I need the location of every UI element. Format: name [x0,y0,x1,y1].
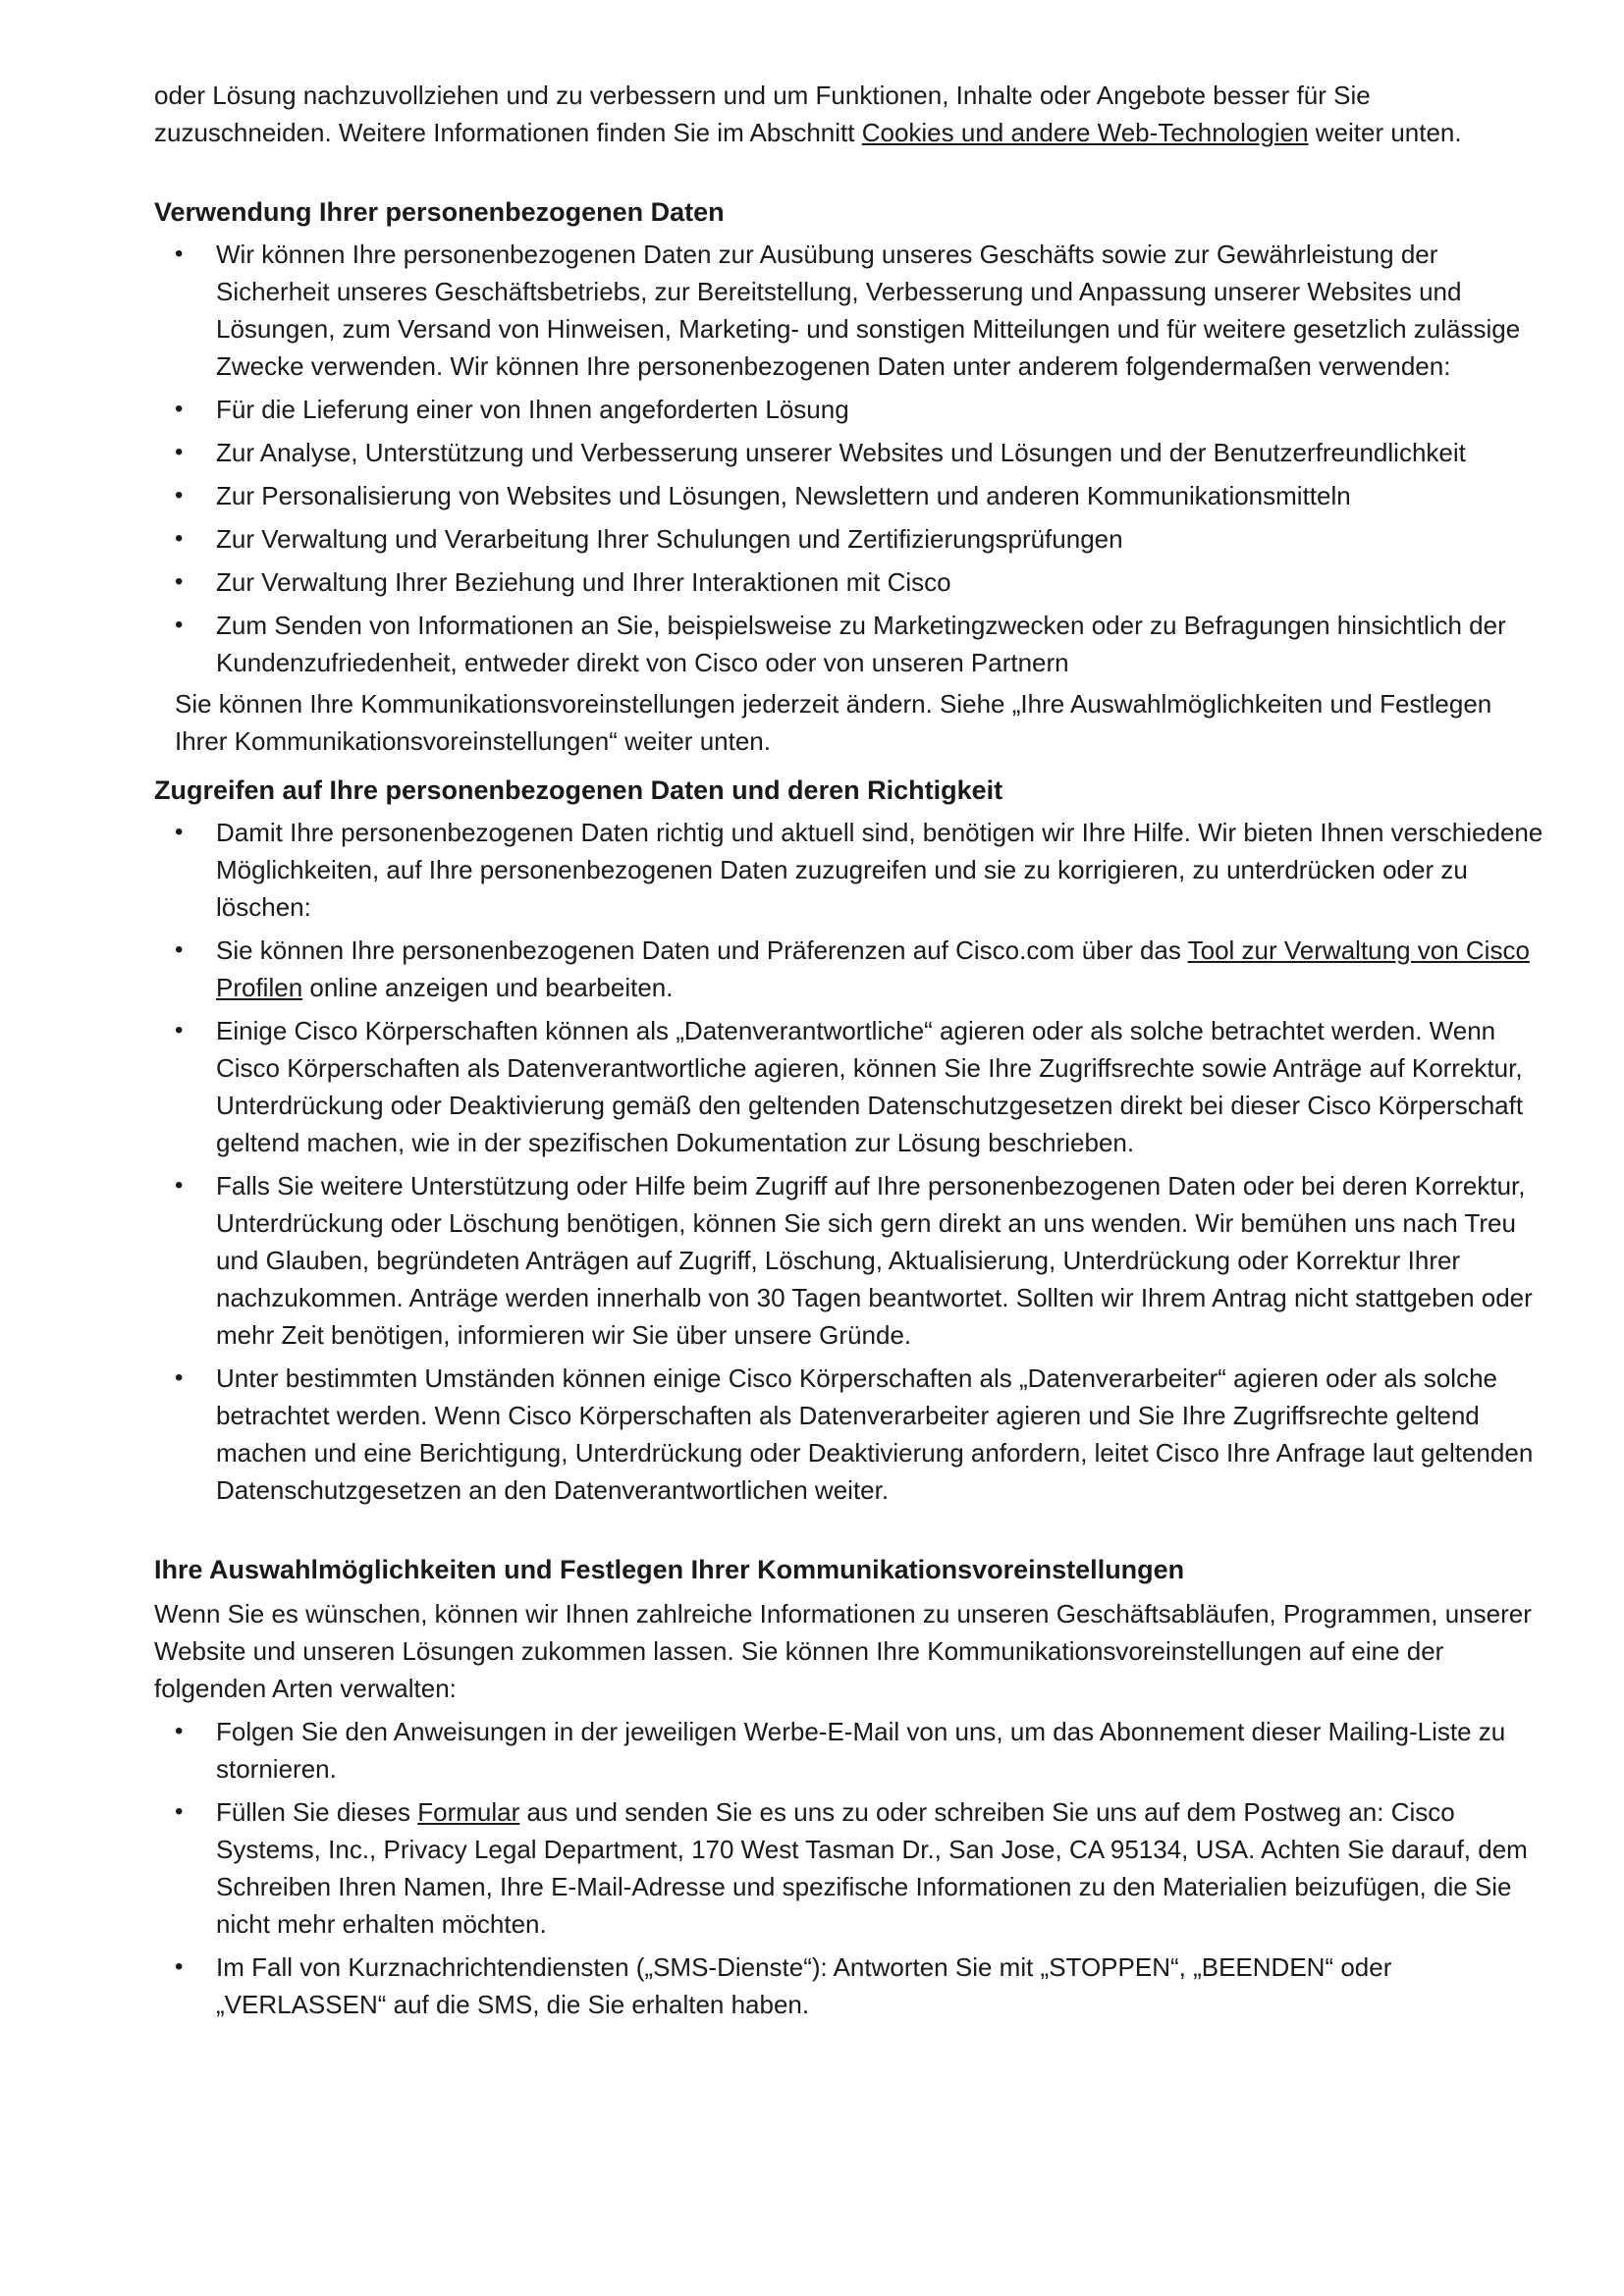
list-item-text [216,935,1530,1002]
bullet-icon: • [175,1364,184,1391]
bullet-icon: • [175,1017,184,1043]
list-item [154,1360,1545,1509]
bullet-icon: • [175,612,184,638]
intro-text-before-link: oder Lösung nachzuvollziehen und zu verbessern und um Funktionen, Inhalte oder Angebote besser für Sie zuzuschneiden. Weitere Informationen finden Sie im Abschnitt [154,80,1371,147]
list-item-text: Falls Sie weitere Unterstützung oder Hilfe beim Zugriff auf Ihre personenbezogenen Daten oder bei deren Korrektur, Unterdrückung oder Löschung benötigen, können Sie sich gern direkt an uns wenden. Wir bemühen uns nach Treu und Glauben, begründeten Anträgen auf Zugriff, Löschung, Aktualisierung, Unterdrückung oder Korrektur Ihrer nachzukommen. Anträge werden innerhalb von 30 Tagen beantwortet. Sollten wir Ihrem Antrag nicht stattgeben oder mehr Zeit benötigen, informieren wir Sie über unsere Gründe. [216,1171,1533,1350]
list-item [154,1793,1545,1943]
choices-paragraph: Wenn Sie es wünschen, können wir Ihnen zahlreiche Informationen zu unseren Geschäftsabläufen, Programmen, unserer Website und unseren Lösungen zukommen lassen. Sie können Ihre Kommunikationsvoreinstellungen auf eine der folgenden Arten verwalten: [154,1599,1532,1703]
bullet-icon: • [175,1718,184,1744]
bullet-icon: • [175,439,184,465]
list-item-text-before-link: Sie können Ihre personenbezogenen Daten und Präferenzen auf Cisco.com über das [216,935,1188,965]
list-item [154,932,1545,1006]
list-item-text: Für die Lieferung einer von Ihnen angeforderten Lösung [216,395,849,424]
list-item-text: Zur Personalisierung von Websites und Lösungen, Newslettern und anderen Kommunikationsmitteln [216,481,1351,510]
list-item-text: Zur Verwaltung Ihrer Beziehung und Ihrer Interaktionen mit Cisco [216,567,951,597]
bullet-icon: • [175,396,184,422]
bullet-icon: • [175,568,184,595]
list-item [154,236,1545,385]
list-item-text-after-link: online anzeigen und bearbeiten. [302,973,674,1002]
usage-list [154,236,1545,681]
list-item [154,391,1545,428]
bullet-icon: • [175,1798,184,1825]
bullet-icon: • [175,1953,184,1980]
bullet-icon: • [175,936,184,963]
list-item [154,1713,1545,1788]
form-link[interactable]: Formular [417,1797,520,1827]
cookies-link[interactable]: Cookies und andere Web-Technologien [861,118,1309,147]
section-heading-usage: Verwendung Ihrer personenbezogenen Daten [154,197,725,227]
choices-list [154,1713,1545,2023]
list-item [154,520,1545,558]
intro-paragraph [154,77,1545,151]
list-item [154,1949,1545,2023]
list-item-text: Damit Ihre personenbezogenen Daten richtig und aktuell sind, benötigen wir Ihre Hilfe. Wir bieten Ihnen verschiedene Möglichkeiten, auf Ihre personenbezogenen Daten zuzugreifen und sie zu korrigieren, zu unterdrücken oder zu löschen: [216,818,1543,922]
list-item-text: Zum Senden von Informationen an Sie, beispielsweise zu Marketingzwecken oder zu Befragungen hinsichtlich der Kundenzufriedenheit, entweder direkt von Cisco oder von unseren Partnern [216,611,1506,677]
profile-management-tool-link[interactable]: Tool zur Verwaltung von Cisco Profilen [216,935,1530,1002]
bullet-icon: • [175,240,184,267]
list-item-text: Zur Verwaltung und Verarbeitung Ihrer Schulungen und Zertifizierungsprüfungen [216,524,1123,554]
bullet-icon: • [175,482,184,508]
list-item [154,563,1545,601]
list-item-text: Zur Analyse, Unterstützung und Verbesserung unserer Websites und Lösungen und der Benutzerfreundlichkeit [216,438,1466,467]
list-item-text: Unter bestimmten Umständen können einige Cisco Körperschaften als „Datenverarbeiter“ agieren oder als solche betrachtet werden. Wenn Cisco Körperschaften als Datenverarbeiter agieren und Sie Ihre Zugriffsrechte geltend machen und eine Berichtigung, Unterdrückung oder Deaktivierung anfordern, leitet Cisco Ihre Anfrage laut geltenden Datenschutzgesetzen an den Datenverantwortlichen weiter. [216,1363,1534,1505]
list-item [154,814,1545,926]
usage-note-paragraph: Sie können Ihre Kommunikationsvoreinstellungen jederzeit ändern. Siehe „Ihre Auswahlmöglichkeiten und Festlegen Ihrer Kommunikationsvoreinstellungen“ weiter unten. [175,689,1492,756]
section-heading-access: Zugreifen auf Ihre personenbezogenen Daten und deren Richtigkeit [154,775,1003,805]
section-heading-choices: Ihre Auswahlmöglichkeiten und Festlegen Ihrer Kommunikationsvoreinstellungen [154,1555,1185,1584]
list-item [154,607,1545,681]
intro-text-after-link: weiter unten. [1308,118,1462,147]
list-item [154,434,1545,471]
list-item [154,477,1545,514]
bullet-icon: • [175,1172,184,1199]
list-item-text: Wir können Ihre personenbezogenen Daten zur Ausübung unseres Geschäfts sowie zur Gewährleistung der Sicherheit unseres Geschäftsbetriebs, zur Bereitstellung, Verbesserung und Anpassung unserer Websites und Lösungen, zum Versand von Hinweisen, Marketing- und sonstigen Mitteilungen und für weitere gesetzlich zulässige Zwecke verwenden. Wir können Ihre personenbezogenen Daten unter anderem folgendermaßen verwenden: [216,240,1521,381]
bullet-icon: • [175,819,184,845]
list-item [154,1012,1545,1161]
list-item [154,1167,1545,1354]
list-item-text: Einige Cisco Körperschaften können als „Datenverantwortliche“ agieren oder als solche betrachtet werden. Wenn Cisco Körperschaften als Datenverantwortliche agieren, können Sie Ihre Zugriffsrechte sowie Anträge auf Korrektur, Unterdrückung oder Deaktivierung gemäß den geltenden Datenschutzgesetzen direkt bei dieser Cisco Körperschaft geltend machen, wie in der spezifischen Dokumentation zur Lösung beschrieben. [216,1016,1524,1157]
list-item-text [216,1797,1528,1939]
access-list [154,814,1545,1509]
list-item-text: Folgen Sie den Anweisungen in der jeweiligen Werbe-E-Mail von uns, um das Abonnement dieser Mailing-Liste zu stornieren. [216,1717,1506,1784]
bullet-icon: • [175,525,184,552]
list-item-text: Im Fall von Kurznachrichtendiensten („SMS-Dienste“): Antworten Sie mit „STOPPEN“, „BEENDEN“ oder „VERLASSEN“ auf die SMS, die Sie erhalten haben. [216,1952,1392,2019]
list-item-text-before-link: Füllen Sie dieses [216,1797,418,1827]
list-item-text-after-link: aus und senden Sie es uns zu oder schreiben Sie uns auf dem Postweg an: Cisco Systems, Inc., Privacy Legal Department, 170 West Tasman Dr., San Jose, CA 95134, USA. Achten Sie darauf, dem Schreiben Ihren Namen, Ihre E-Mail-Adresse und spezifische Informationen zu den Materialien beizufügen, die Sie nicht mehr erhalten möchten. [216,1797,1528,1939]
